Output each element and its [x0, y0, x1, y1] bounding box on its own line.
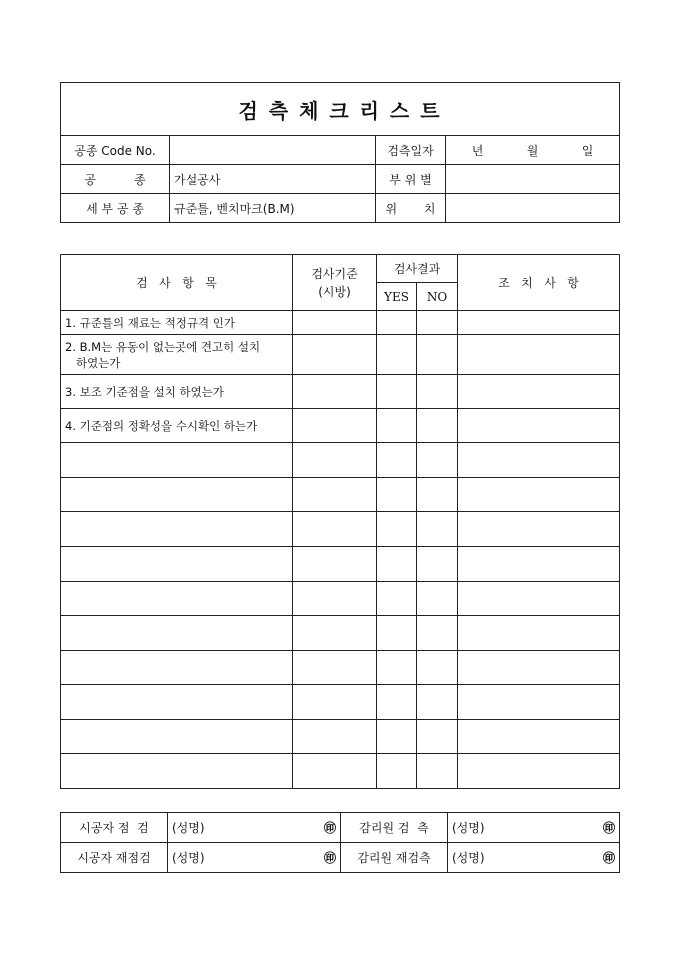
standard-cell[interactable] — [293, 547, 377, 582]
yes-cell[interactable] — [377, 616, 417, 651]
action-cell[interactable] — [458, 512, 620, 547]
item-cell[interactable] — [61, 616, 293, 651]
sign-row2-right-field[interactable] — [448, 843, 620, 873]
no-cell[interactable] — [417, 512, 458, 547]
yes-cell[interactable] — [377, 375, 417, 409]
yes-cell[interactable] — [377, 754, 417, 789]
standard-cell[interactable] — [293, 478, 377, 512]
standard-cell[interactable] — [293, 335, 377, 375]
page-title: 검 측 체 크 리 스 트 — [61, 83, 620, 136]
col-standard-header — [293, 255, 377, 311]
item-1: 1. 규준틀의 재료는 적정규격 인가 — [61, 311, 293, 335]
detail-label: 세 부 공 종 — [61, 194, 170, 223]
standard-cell[interactable] — [293, 443, 377, 478]
col-no-header: NO — [417, 283, 458, 311]
standard-cell[interactable] — [293, 582, 377, 616]
sign-row2-right-value: (성명) — [452, 851, 485, 865]
item-cell[interactable] — [61, 754, 293, 789]
no-cell[interactable] — [417, 720, 458, 754]
action-cell[interactable] — [458, 311, 620, 335]
location-value[interactable] — [446, 194, 620, 223]
action-cell[interactable] — [458, 754, 620, 789]
standard-cell[interactable] — [293, 616, 377, 651]
action-cell[interactable] — [458, 335, 620, 375]
empty-row — [61, 443, 620, 478]
sign-row1-left-field[interactable] — [168, 813, 341, 843]
date-month: 월 — [526, 143, 539, 158]
standard-cell[interactable] — [293, 754, 377, 789]
sign-row2-left-label: 시공자 재점검 — [61, 843, 168, 873]
section-value[interactable] — [446, 165, 620, 194]
no-cell[interactable] — [417, 409, 458, 443]
yes-cell[interactable] — [377, 547, 417, 582]
standard-cell[interactable] — [293, 685, 377, 720]
signature-table — [60, 812, 620, 873]
table-row — [61, 335, 620, 375]
yes-cell[interactable] — [377, 335, 417, 375]
table-row — [61, 311, 620, 335]
item-3: 3. 보조 기준점을 설치 하였는가 — [61, 375, 293, 409]
action-cell[interactable] — [458, 582, 620, 616]
no-cell[interactable] — [417, 582, 458, 616]
sign-row1-left-label: 시공자 점 검 — [61, 813, 168, 843]
action-cell[interactable] — [458, 478, 620, 512]
no-cell[interactable] — [417, 443, 458, 478]
action-cell[interactable] — [458, 616, 620, 651]
no-cell[interactable] — [417, 335, 458, 375]
action-cell[interactable] — [458, 720, 620, 754]
item-cell[interactable] — [61, 478, 293, 512]
work-type-value[interactable]: 가설공사 — [170, 165, 376, 194]
col-yes-header: YES — [377, 283, 417, 311]
yes-cell[interactable] — [377, 720, 417, 754]
item-cell[interactable] — [61, 547, 293, 582]
item-cell[interactable] — [61, 651, 293, 685]
item-cell[interactable] — [61, 582, 293, 616]
action-cell[interactable] — [458, 375, 620, 409]
action-cell[interactable] — [458, 547, 620, 582]
no-cell[interactable] — [417, 478, 458, 512]
header-table — [60, 82, 620, 223]
no-cell[interactable] — [417, 754, 458, 789]
yes-cell[interactable] — [377, 443, 417, 478]
action-cell[interactable] — [458, 409, 620, 443]
sign-row2-right-label: 감리원 재검측 — [341, 843, 448, 873]
action-cell[interactable] — [458, 685, 620, 720]
standard-cell[interactable] — [293, 409, 377, 443]
yes-cell[interactable] — [377, 409, 417, 443]
col-item-header: 검 사 항 목 — [61, 255, 293, 311]
no-cell[interactable] — [417, 616, 458, 651]
seal-icon: ㊞ — [323, 851, 336, 865]
table-row — [61, 409, 620, 443]
action-cell[interactable] — [458, 443, 620, 478]
date-year: 년 — [471, 143, 484, 158]
yes-cell[interactable] — [377, 512, 417, 547]
sign-row1-right-field[interactable] — [448, 813, 620, 843]
date-day: 일 — [581, 143, 594, 158]
col-standard-line2: (시방) — [318, 284, 351, 299]
detail-value[interactable]: 규준틀, 벤치마크(B.M) — [170, 194, 376, 223]
standard-cell[interactable] — [293, 311, 377, 335]
item-2: 2. B.M는 유동이 없는곳에 견고히 설치 하였는가 — [61, 335, 293, 375]
item-cell[interactable] — [61, 512, 293, 547]
date-label: 검측일자 — [376, 136, 446, 165]
sign-row1-right-value: (성명) — [452, 821, 485, 835]
sign-row1-right-label: 감리원 검 측 — [341, 813, 448, 843]
yes-cell[interactable] — [377, 311, 417, 335]
no-cell[interactable] — [417, 685, 458, 720]
code-value[interactable] — [170, 136, 376, 165]
standard-cell[interactable] — [293, 512, 377, 547]
empty-row — [61, 547, 620, 582]
empty-row — [61, 582, 620, 616]
table-row — [61, 375, 620, 409]
date-field[interactable] — [446, 136, 620, 165]
item-cell[interactable] — [61, 443, 293, 478]
no-cell[interactable] — [417, 311, 458, 335]
empty-row — [61, 651, 620, 685]
sign-row2-left-field[interactable] — [168, 843, 341, 873]
item-4: 4. 기준점의 정확성을 수시확인 하는가 — [61, 409, 293, 443]
empty-row — [61, 754, 620, 789]
action-cell[interactable] — [458, 651, 620, 685]
sign-row2-left-value: (성명) — [172, 851, 205, 865]
empty-row — [61, 478, 620, 512]
code-label: 공종 Code No. — [61, 136, 170, 165]
seal-icon: ㊞ — [602, 821, 615, 835]
seal-icon: ㊞ — [602, 851, 615, 865]
empty-row — [61, 685, 620, 720]
location-label: 위 치 — [376, 194, 446, 223]
empty-row — [61, 512, 620, 547]
work-type-label: 공 종 — [61, 165, 170, 194]
standard-cell[interactable] — [293, 651, 377, 685]
yes-cell[interactable] — [377, 651, 417, 685]
col-standard-line1: 검사기준 — [311, 266, 358, 281]
inspection-table — [60, 254, 620, 789]
empty-row — [61, 720, 620, 754]
yes-cell[interactable] — [377, 582, 417, 616]
item-cell[interactable] — [61, 685, 293, 720]
no-cell[interactable] — [417, 651, 458, 685]
col-result-header: 검사결과 — [377, 255, 458, 283]
standard-cell[interactable] — [293, 375, 377, 409]
no-cell[interactable] — [417, 375, 458, 409]
seal-icon: ㊞ — [323, 821, 336, 835]
no-cell[interactable] — [417, 547, 458, 582]
standard-cell[interactable] — [293, 720, 377, 754]
yes-cell[interactable] — [377, 478, 417, 512]
section-label: 부 위 별 — [376, 165, 446, 194]
empty-row — [61, 616, 620, 651]
sign-row1-left-value: (성명) — [172, 821, 205, 835]
item-cell[interactable] — [61, 720, 293, 754]
yes-cell[interactable] — [377, 685, 417, 720]
col-action-header: 조 치 사 항 — [458, 255, 620, 311]
